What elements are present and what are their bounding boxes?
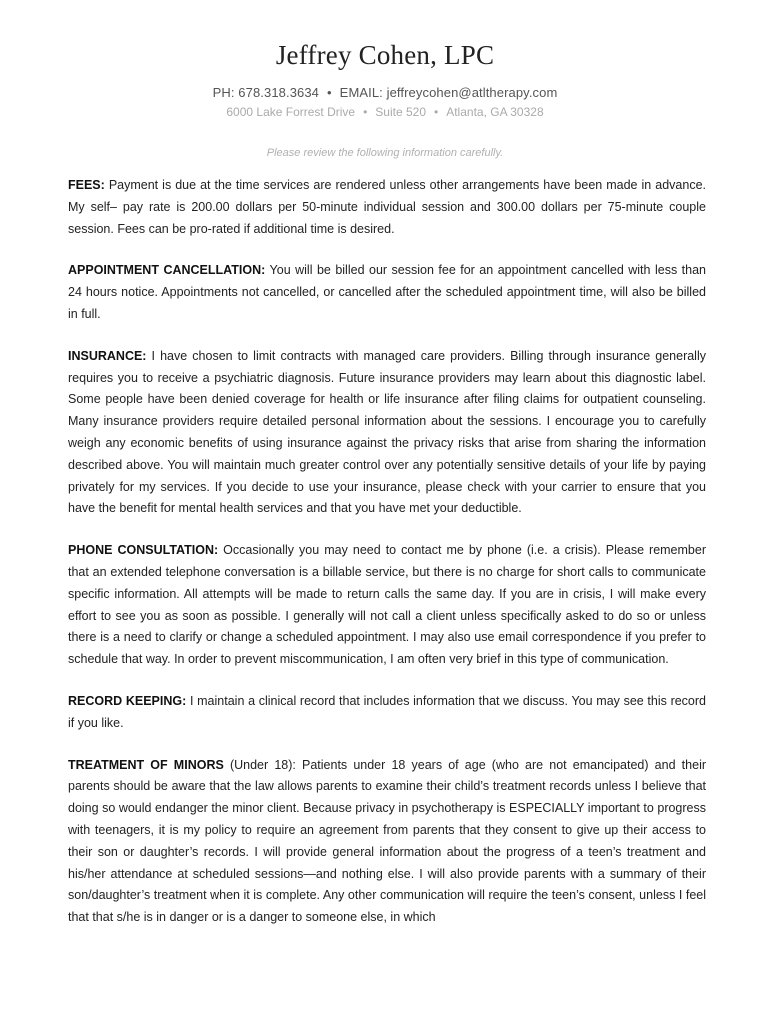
section-text: I have chosen to limit contracts with managed care providers. Billing through insurance generally requires you to receive a psychiatric diagnosis. Future insurance providers may learn about this diagnostic label. Some people have been denied coverage for health or life insurance after filing claims for outpatient counseling. Many insurance providers require detailed personal information about the sessions. I encourage you to carefully weigh any economic benefits of using insurance against the privacy risks that arise from sharing the information described above. You will maintain much greater control over any potentially sensitive details of your life by paying privately for my services. If you decide to use your insurance, please check with your carrier to ensure that you have the benefit for mental health services and that you have met your deductible. [68, 348, 706, 516]
practitioner-name: Jeffrey Cohen, LPC [275, 40, 495, 70]
section-label: TREATMENT OF MINORS [68, 757, 224, 772]
section-label: FEES: [68, 178, 105, 192]
address-line [0, 105, 770, 119]
separator-dot: • [363, 105, 368, 119]
section-label: RECORD KEEPING: [68, 693, 187, 708]
treatment-of-minors-section [68, 755, 706, 929]
section-label: INSURANCE: [68, 348, 147, 363]
document-body [68, 175, 706, 949]
section-label: APPOINTMENT CANCELLATION: [68, 263, 266, 278]
phone-consultation-section [68, 540, 706, 671]
cancellation-section [68, 260, 706, 325]
record-keeping-section [68, 691, 706, 735]
email-address: EMAIL: jeffreycohen@atltherapy.com [339, 85, 558, 100]
section-text: I maintain a clinical record that includes information that we discuss. You may see this record if you like. [68, 693, 706, 730]
address-street: 6000 Lake Forrest Drive [226, 105, 356, 119]
section-label: PHONE CONSULTATION: [68, 543, 219, 558]
section-text: Payment is due at the time services are rendered unless other arrangements have been made in advance. My self– pay rate is 200.00 dollars per 50-minute individual session and 300.00 dollars per 75-minute couple session. Fees can be pro-rated if additional time is desired. [68, 178, 706, 236]
section-text: (Under 18): Patients under 18 years of age (who are not emancipated) and their parents should be aware that the law allows parents to examine their child’s treatment records unless I believe that doing so would endanger the minor client. Because privacy in psychotherapy is ESPECIALLY important to progress with teenagers, it is my policy to require an agreement from parents that they consent to give up their access to their son or daughter’s records. I will provide general information about the progress of a teen’s treatment and his/her attendance at scheduled sessions—and nothing else. I will also provide parents with a summary of their son/daughter’s treatment when it is complete. Any other communication will require the teen’s consent, unless I feel that that s/he is in danger or is a danger to someone else, in which [68, 757, 707, 925]
address-city: Atlanta, GA 30328 [446, 105, 544, 119]
section-text: You will be billed our session fee for an appointment cancelled with less than 24 hours notice. Appointments not cancelled, or cancelled after the scheduled appointment time, will also be billed in full. [68, 263, 706, 321]
fees-section [68, 175, 706, 240]
contact-line [0, 85, 770, 100]
separator-dot: • [327, 85, 332, 100]
insurance-section [68, 346, 706, 520]
phone-number: PH: 678.318.3634 [212, 85, 320, 100]
address-suite: Suite 520 [375, 105, 427, 119]
review-instruction: Please review the following information carefully. [266, 147, 504, 159]
section-text: Occasionally you may need to contact me by phone (i.e. a crisis). Please remember that an extended telephone conversation is a billable service, but there is no charge for short calls to communicate specific information. All attempts will be made to return calls the same day. If you are in crisis, I will make every effort to see you as soon as possible. I generally will not call a client unless specifically asked to do so or unless there is a need to clarify or change a scheduled appointment. I may also use email correspondence if you prefer to schedule that way. In order to prevent miscommunication, I am often very brief in this type of communication. [68, 543, 706, 667]
separator-dot: • [434, 105, 439, 119]
